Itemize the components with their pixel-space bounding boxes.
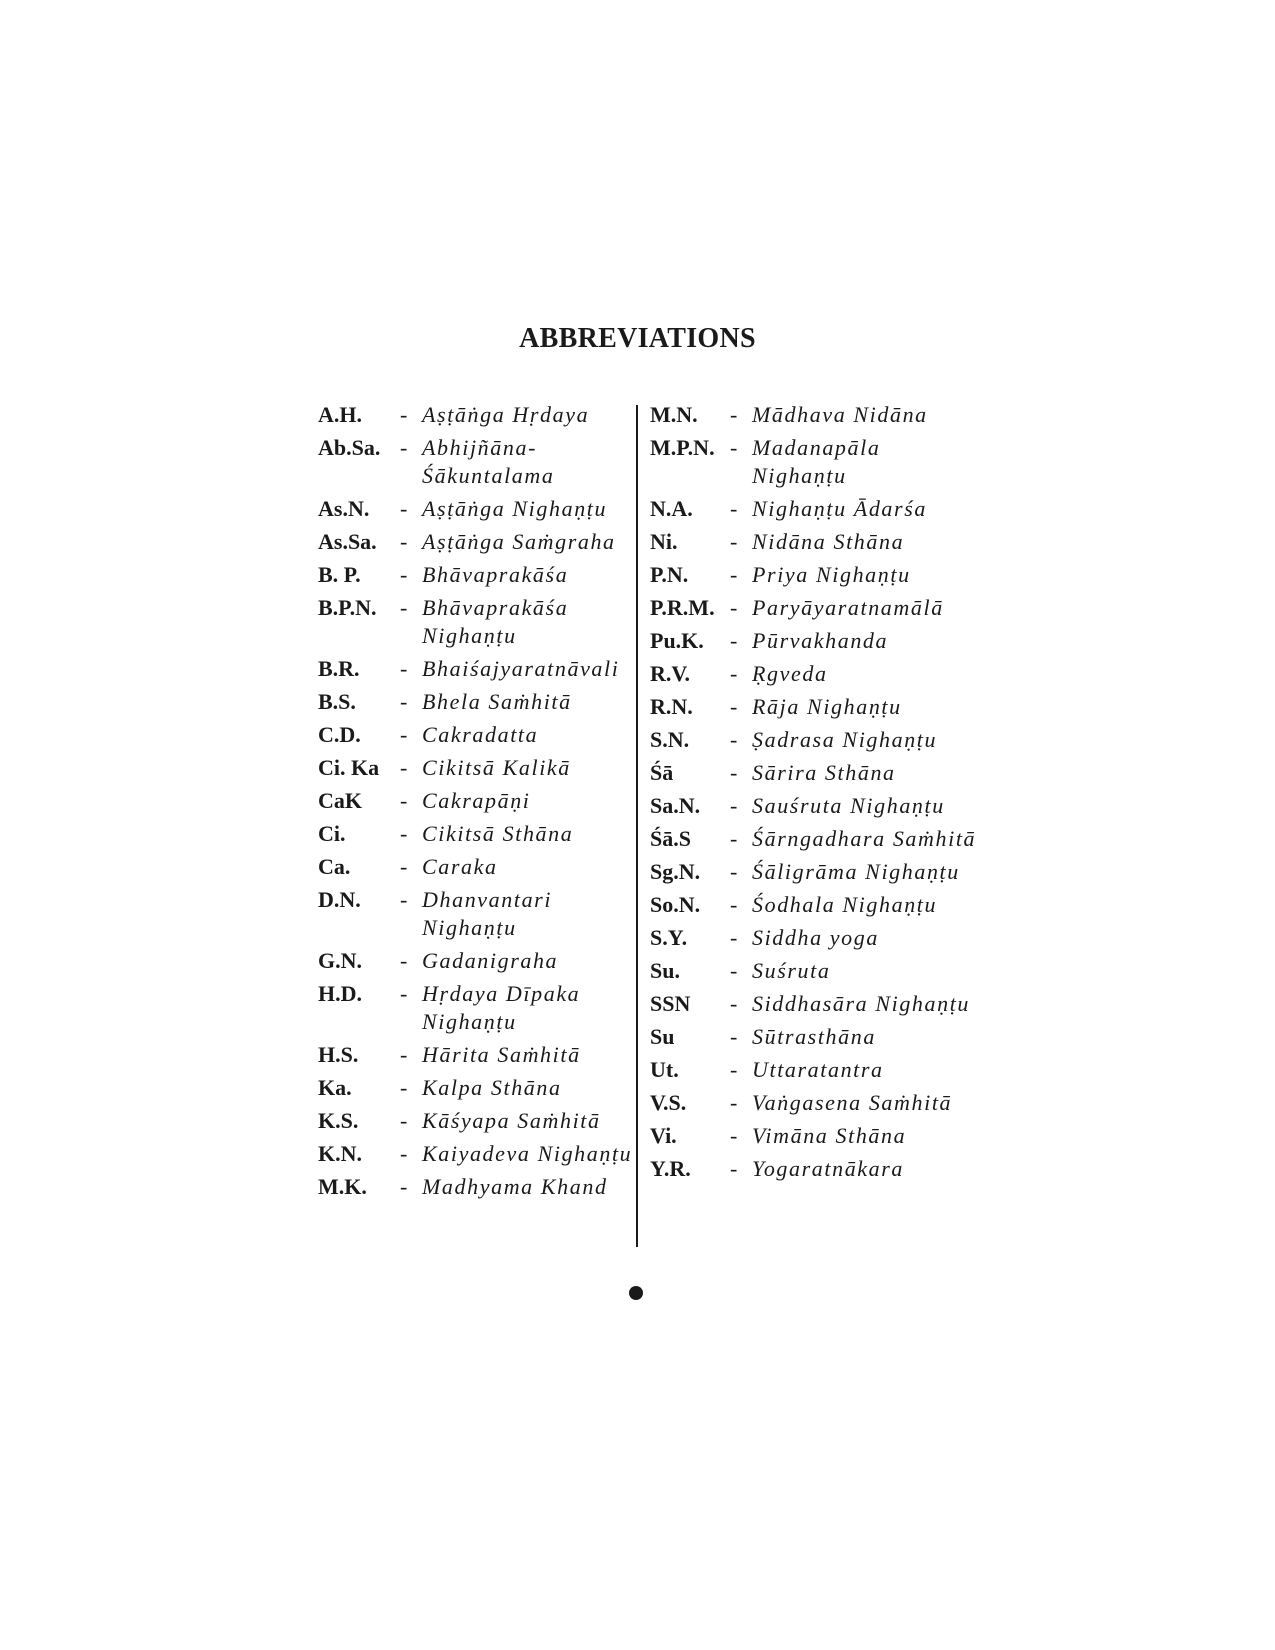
abbreviation-separator: - bbox=[730, 1057, 738, 1082]
abbreviation-separator: - bbox=[400, 435, 408, 460]
abbreviation-separator: - bbox=[730, 402, 738, 427]
abbreviation-expansion: Hṛdaya Dīpaka Nighaṇṭu bbox=[422, 981, 581, 1034]
abbreviation-expansion: Uttaratantra bbox=[752, 1057, 884, 1082]
abbreviation-entry bbox=[650, 528, 980, 561]
abbreviation-separator: - bbox=[400, 1042, 408, 1067]
abbreviation-entry bbox=[650, 495, 980, 528]
abbreviation-code: Ab.Sa. bbox=[318, 435, 381, 460]
abbreviation-separator: - bbox=[400, 854, 408, 879]
abbreviation-expansion: Kāśyapa Saṁhitā bbox=[422, 1108, 601, 1133]
abbreviation-code: B.S. bbox=[318, 689, 356, 714]
abbreviation-expansion: Mādhava Nidāna bbox=[752, 402, 928, 427]
abbreviation-separator: - bbox=[730, 529, 738, 554]
abbreviation-separator: - bbox=[400, 1075, 408, 1100]
abbreviation-entry bbox=[650, 401, 980, 434]
abbreviation-expansion: Yogaratnākara bbox=[752, 1156, 905, 1181]
abbreviation-code: Pu.K. bbox=[650, 628, 704, 653]
abbreviation-entry bbox=[318, 1074, 636, 1107]
abbreviation-entry bbox=[318, 1173, 636, 1206]
abbreviation-code: M.N. bbox=[650, 402, 698, 427]
abbreviation-code: SSN bbox=[650, 991, 691, 1016]
abbreviation-separator: - bbox=[730, 628, 738, 653]
abbreviation-entry bbox=[650, 660, 980, 693]
abbreviation-separator: - bbox=[730, 859, 738, 884]
abbreviation-expansion: Śāligrāma Nighaṇṭu bbox=[752, 859, 960, 884]
abbreviation-code: Su bbox=[650, 1024, 675, 1049]
abbreviation-separator: - bbox=[400, 402, 408, 427]
abbreviation-code: P.R.M. bbox=[650, 595, 715, 620]
abbreviation-entry bbox=[318, 1041, 636, 1074]
abbreviation-separator: - bbox=[400, 689, 408, 714]
abbreviation-separator: - bbox=[730, 727, 738, 752]
abbreviation-separator: - bbox=[730, 1024, 738, 1049]
abbreviation-entry bbox=[650, 1056, 980, 1089]
abbreviation-expansion: Sūtrasthāna bbox=[752, 1024, 876, 1049]
abbreviation-expansion: Bhāvaprakāśa Nighaṇṭu bbox=[422, 595, 569, 648]
abbreviation-code: Sa.N. bbox=[650, 793, 701, 818]
abbreviation-separator: - bbox=[400, 496, 408, 521]
abbreviation-entry bbox=[650, 594, 980, 627]
abbreviation-separator: - bbox=[730, 991, 738, 1016]
abbreviation-code: M.K. bbox=[318, 1174, 367, 1199]
abbreviation-expansion: Cikitsā Sthāna bbox=[422, 821, 574, 846]
abbreviation-separator: - bbox=[400, 887, 408, 912]
abbreviation-separator: - bbox=[400, 948, 408, 973]
abbreviation-code: As.N. bbox=[318, 496, 370, 521]
abbreviation-entry bbox=[650, 792, 980, 825]
abbreviation-entry bbox=[318, 886, 636, 947]
abbreviation-code: G.N. bbox=[318, 948, 362, 973]
abbreviation-expansion: Madhyama Khand bbox=[422, 1174, 608, 1199]
abbreviation-expansion: Kaiyadeva Nighaṇṭu bbox=[422, 1141, 633, 1166]
abbreviation-separator: - bbox=[400, 656, 408, 681]
abbreviation-entry bbox=[318, 787, 636, 820]
abbreviation-separator: - bbox=[730, 958, 738, 983]
abbreviation-list-left bbox=[318, 401, 636, 1206]
abbreviation-code: Su. bbox=[650, 958, 680, 983]
abbreviation-entry bbox=[318, 721, 636, 754]
abbreviation-code: K.N. bbox=[318, 1141, 362, 1166]
abbreviation-code: Śā bbox=[650, 760, 674, 785]
abbreviation-code: R.N. bbox=[650, 694, 693, 719]
abbreviation-entry bbox=[650, 693, 980, 726]
abbreviation-code: K.S. bbox=[318, 1108, 359, 1133]
abbreviation-entry bbox=[318, 594, 636, 655]
abbreviation-entry bbox=[318, 688, 636, 721]
abbreviation-separator: - bbox=[730, 595, 738, 620]
abbreviation-separator: - bbox=[400, 981, 408, 1006]
abbreviation-expansion: Nighaṇṭu Ādarśa bbox=[752, 496, 927, 521]
column-divider bbox=[636, 405, 638, 1247]
abbreviation-entry bbox=[650, 434, 980, 495]
abbreviation-entry bbox=[650, 891, 980, 924]
abbreviation-separator: - bbox=[730, 1123, 738, 1148]
abbreviation-separator: - bbox=[730, 793, 738, 818]
abbreviation-code: CaK bbox=[318, 788, 362, 813]
abbreviation-separator: - bbox=[730, 562, 738, 587]
abbreviation-expansion: Caraka bbox=[422, 854, 498, 879]
abbreviation-expansion: Bhāvaprakāśa bbox=[422, 562, 569, 587]
abbreviation-code: Ca. bbox=[318, 854, 351, 879]
abbreviation-expansion: Bhaiśajyaratnāvali bbox=[422, 656, 620, 681]
abbreviation-entry bbox=[650, 990, 980, 1023]
abbreviation-code: B.P.N. bbox=[318, 595, 377, 620]
abbreviation-separator: - bbox=[400, 595, 408, 620]
abbreviation-entry bbox=[650, 1089, 980, 1122]
abbreviation-entry bbox=[318, 495, 636, 528]
abbreviation-entry bbox=[318, 980, 636, 1041]
abbreviation-separator: - bbox=[730, 826, 738, 851]
abbreviation-code: P.N. bbox=[650, 562, 689, 587]
abbreviation-separator: - bbox=[400, 821, 408, 846]
abbreviation-separator: - bbox=[730, 1156, 738, 1181]
abbreviation-code: Ut. bbox=[650, 1057, 679, 1082]
abbreviation-separator: - bbox=[730, 694, 738, 719]
abbreviation-entry bbox=[318, 1140, 636, 1173]
abbreviation-entry bbox=[650, 1155, 980, 1188]
abbreviation-list-right bbox=[650, 401, 980, 1188]
abbreviation-separator: - bbox=[730, 892, 738, 917]
abbreviation-separator: - bbox=[400, 788, 408, 813]
abbreviation-expansion: Pūrvakhanda bbox=[752, 628, 889, 653]
abbreviation-expansion: Suśruta bbox=[752, 958, 831, 983]
abbreviation-expansion: Dhanvantari Nighaṇṭu bbox=[422, 887, 553, 940]
abbreviation-expansion: Aṣṭāṅga Nighaṇṭu bbox=[422, 496, 608, 521]
abbreviation-entry bbox=[650, 1122, 980, 1155]
abbreviation-entry bbox=[318, 820, 636, 853]
abbreviation-entry bbox=[650, 924, 980, 957]
abbreviation-code: N.A. bbox=[650, 496, 693, 521]
abbreviation-code: S.N. bbox=[650, 727, 690, 752]
abbreviation-expansion: Kalpa Sthāna bbox=[422, 1075, 562, 1100]
abbreviation-entry bbox=[650, 858, 980, 891]
abbreviation-code: Ci. bbox=[318, 821, 346, 846]
abbreviation-expansion: Cikitsā Kalikā bbox=[422, 755, 571, 780]
abbreviation-separator: - bbox=[400, 562, 408, 587]
abbreviation-expansion: Bhela Saṁhitā bbox=[422, 689, 572, 714]
abbreviation-entry bbox=[650, 561, 980, 594]
abbreviation-code: Vi. bbox=[650, 1123, 677, 1148]
abbreviation-expansion: Aṣṭāṅga Saṁgraha bbox=[422, 529, 616, 554]
abbreviation-code: Śā.S bbox=[650, 826, 691, 851]
abbreviation-entry bbox=[650, 957, 980, 990]
abbreviation-expansion: Rāja Nighaṇṭu bbox=[752, 694, 902, 719]
abbreviation-entry bbox=[318, 853, 636, 886]
abbreviation-expansion: Siddhasāra Nighaṇṭu bbox=[752, 991, 971, 1016]
abbreviation-entry bbox=[318, 401, 636, 434]
abbreviation-code: As.Sa. bbox=[318, 529, 377, 554]
abbreviation-entry bbox=[650, 627, 980, 660]
abbreviation-separator: - bbox=[730, 1090, 738, 1115]
abbreviation-code: Ni. bbox=[650, 529, 678, 554]
abbreviation-entry bbox=[650, 726, 980, 759]
abbreviation-code: H.D. bbox=[318, 981, 362, 1006]
abbreviation-code: B.R. bbox=[318, 656, 360, 681]
abbreviation-entry bbox=[318, 754, 636, 787]
abbreviation-code: H.S. bbox=[318, 1042, 359, 1067]
abbreviation-expansion: Vaṅgasena Saṁhitā bbox=[752, 1090, 953, 1115]
abbreviation-code: Y.R. bbox=[650, 1156, 691, 1181]
abbreviation-entry bbox=[650, 759, 980, 792]
abbreviation-expansion: Ṛgveda bbox=[752, 661, 828, 686]
page-title: ABBREVIATIONS bbox=[519, 323, 756, 354]
abbreviation-code: C.D. bbox=[318, 722, 361, 747]
abbreviation-separator: - bbox=[400, 1174, 408, 1199]
abbreviation-expansion: Śodhala Nighaṇṭu bbox=[752, 892, 938, 917]
abbreviation-expansion: Priya Nighaṇṭu bbox=[752, 562, 911, 587]
abbreviation-code: R.V. bbox=[650, 661, 690, 686]
abbreviation-expansion: Cakrapāṇi bbox=[422, 788, 531, 813]
abbreviation-expansion: Madanapāla Nighaṇṭu bbox=[752, 435, 881, 488]
abbreviation-separator: - bbox=[730, 760, 738, 785]
abbreviation-code: B. P. bbox=[318, 562, 361, 587]
abbreviation-expansion: Śārngadhara Saṁhitā bbox=[752, 826, 977, 851]
abbreviation-code: Ci. Ka bbox=[318, 755, 380, 780]
abbreviation-entry bbox=[318, 434, 636, 495]
abbreviation-code: Ka. bbox=[318, 1075, 352, 1100]
abbreviation-separator: - bbox=[400, 1108, 408, 1133]
abbreviation-expansion: Abhijñāna- Śākuntalama bbox=[422, 435, 555, 488]
abbreviation-separator: - bbox=[400, 1141, 408, 1166]
abbreviation-entry bbox=[318, 947, 636, 980]
abbreviation-expansion: Cakradatta bbox=[422, 722, 539, 747]
end-bullet-icon bbox=[629, 1286, 643, 1300]
abbreviation-code: V.S. bbox=[650, 1090, 687, 1115]
abbreviation-entry bbox=[318, 655, 636, 688]
abbreviation-expansion: Aṣṭāṅga Hṛdaya bbox=[422, 402, 590, 427]
abbreviation-entry bbox=[650, 825, 980, 858]
abbreviation-expansion: Paryāyaratnamālā bbox=[752, 595, 944, 620]
abbreviation-code: So.N. bbox=[650, 892, 701, 917]
abbreviation-code: M.P.N. bbox=[650, 435, 715, 460]
abbreviation-separator: - bbox=[400, 722, 408, 747]
abbreviation-expansion: Sauśruta Nighaṇṭu bbox=[752, 793, 945, 818]
abbreviation-separator: - bbox=[400, 529, 408, 554]
abbreviation-separator: - bbox=[730, 435, 738, 460]
abbreviation-expansion: Sārira Sthāna bbox=[752, 760, 896, 785]
abbreviation-code: A.H. bbox=[318, 402, 362, 427]
abbreviation-expansion: Hārita Saṁhitā bbox=[422, 1042, 581, 1067]
abbreviation-entry bbox=[318, 1107, 636, 1140]
abbreviation-separator: - bbox=[730, 661, 738, 686]
abbreviation-entry bbox=[318, 561, 636, 594]
abbreviation-expansion: Ṣadrasa Nighaṇṭu bbox=[752, 727, 938, 752]
abbreviation-expansion: Siddha yoga bbox=[752, 925, 879, 950]
abbreviation-separator: - bbox=[730, 496, 738, 521]
abbreviation-entry bbox=[318, 528, 636, 561]
abbreviation-expansion: Nidāna Sthāna bbox=[752, 529, 905, 554]
abbreviation-separator: - bbox=[400, 755, 408, 780]
abbreviation-code: D.N. bbox=[318, 887, 361, 912]
abbreviation-separator: - bbox=[730, 925, 738, 950]
abbreviation-code: S.Y. bbox=[650, 925, 688, 950]
abbreviation-expansion: Gadanigraha bbox=[422, 948, 559, 973]
abbreviation-code: Sg.N. bbox=[650, 859, 701, 884]
abbreviation-entry bbox=[650, 1023, 980, 1056]
abbreviation-expansion: Vimāna Sthāna bbox=[752, 1123, 907, 1148]
